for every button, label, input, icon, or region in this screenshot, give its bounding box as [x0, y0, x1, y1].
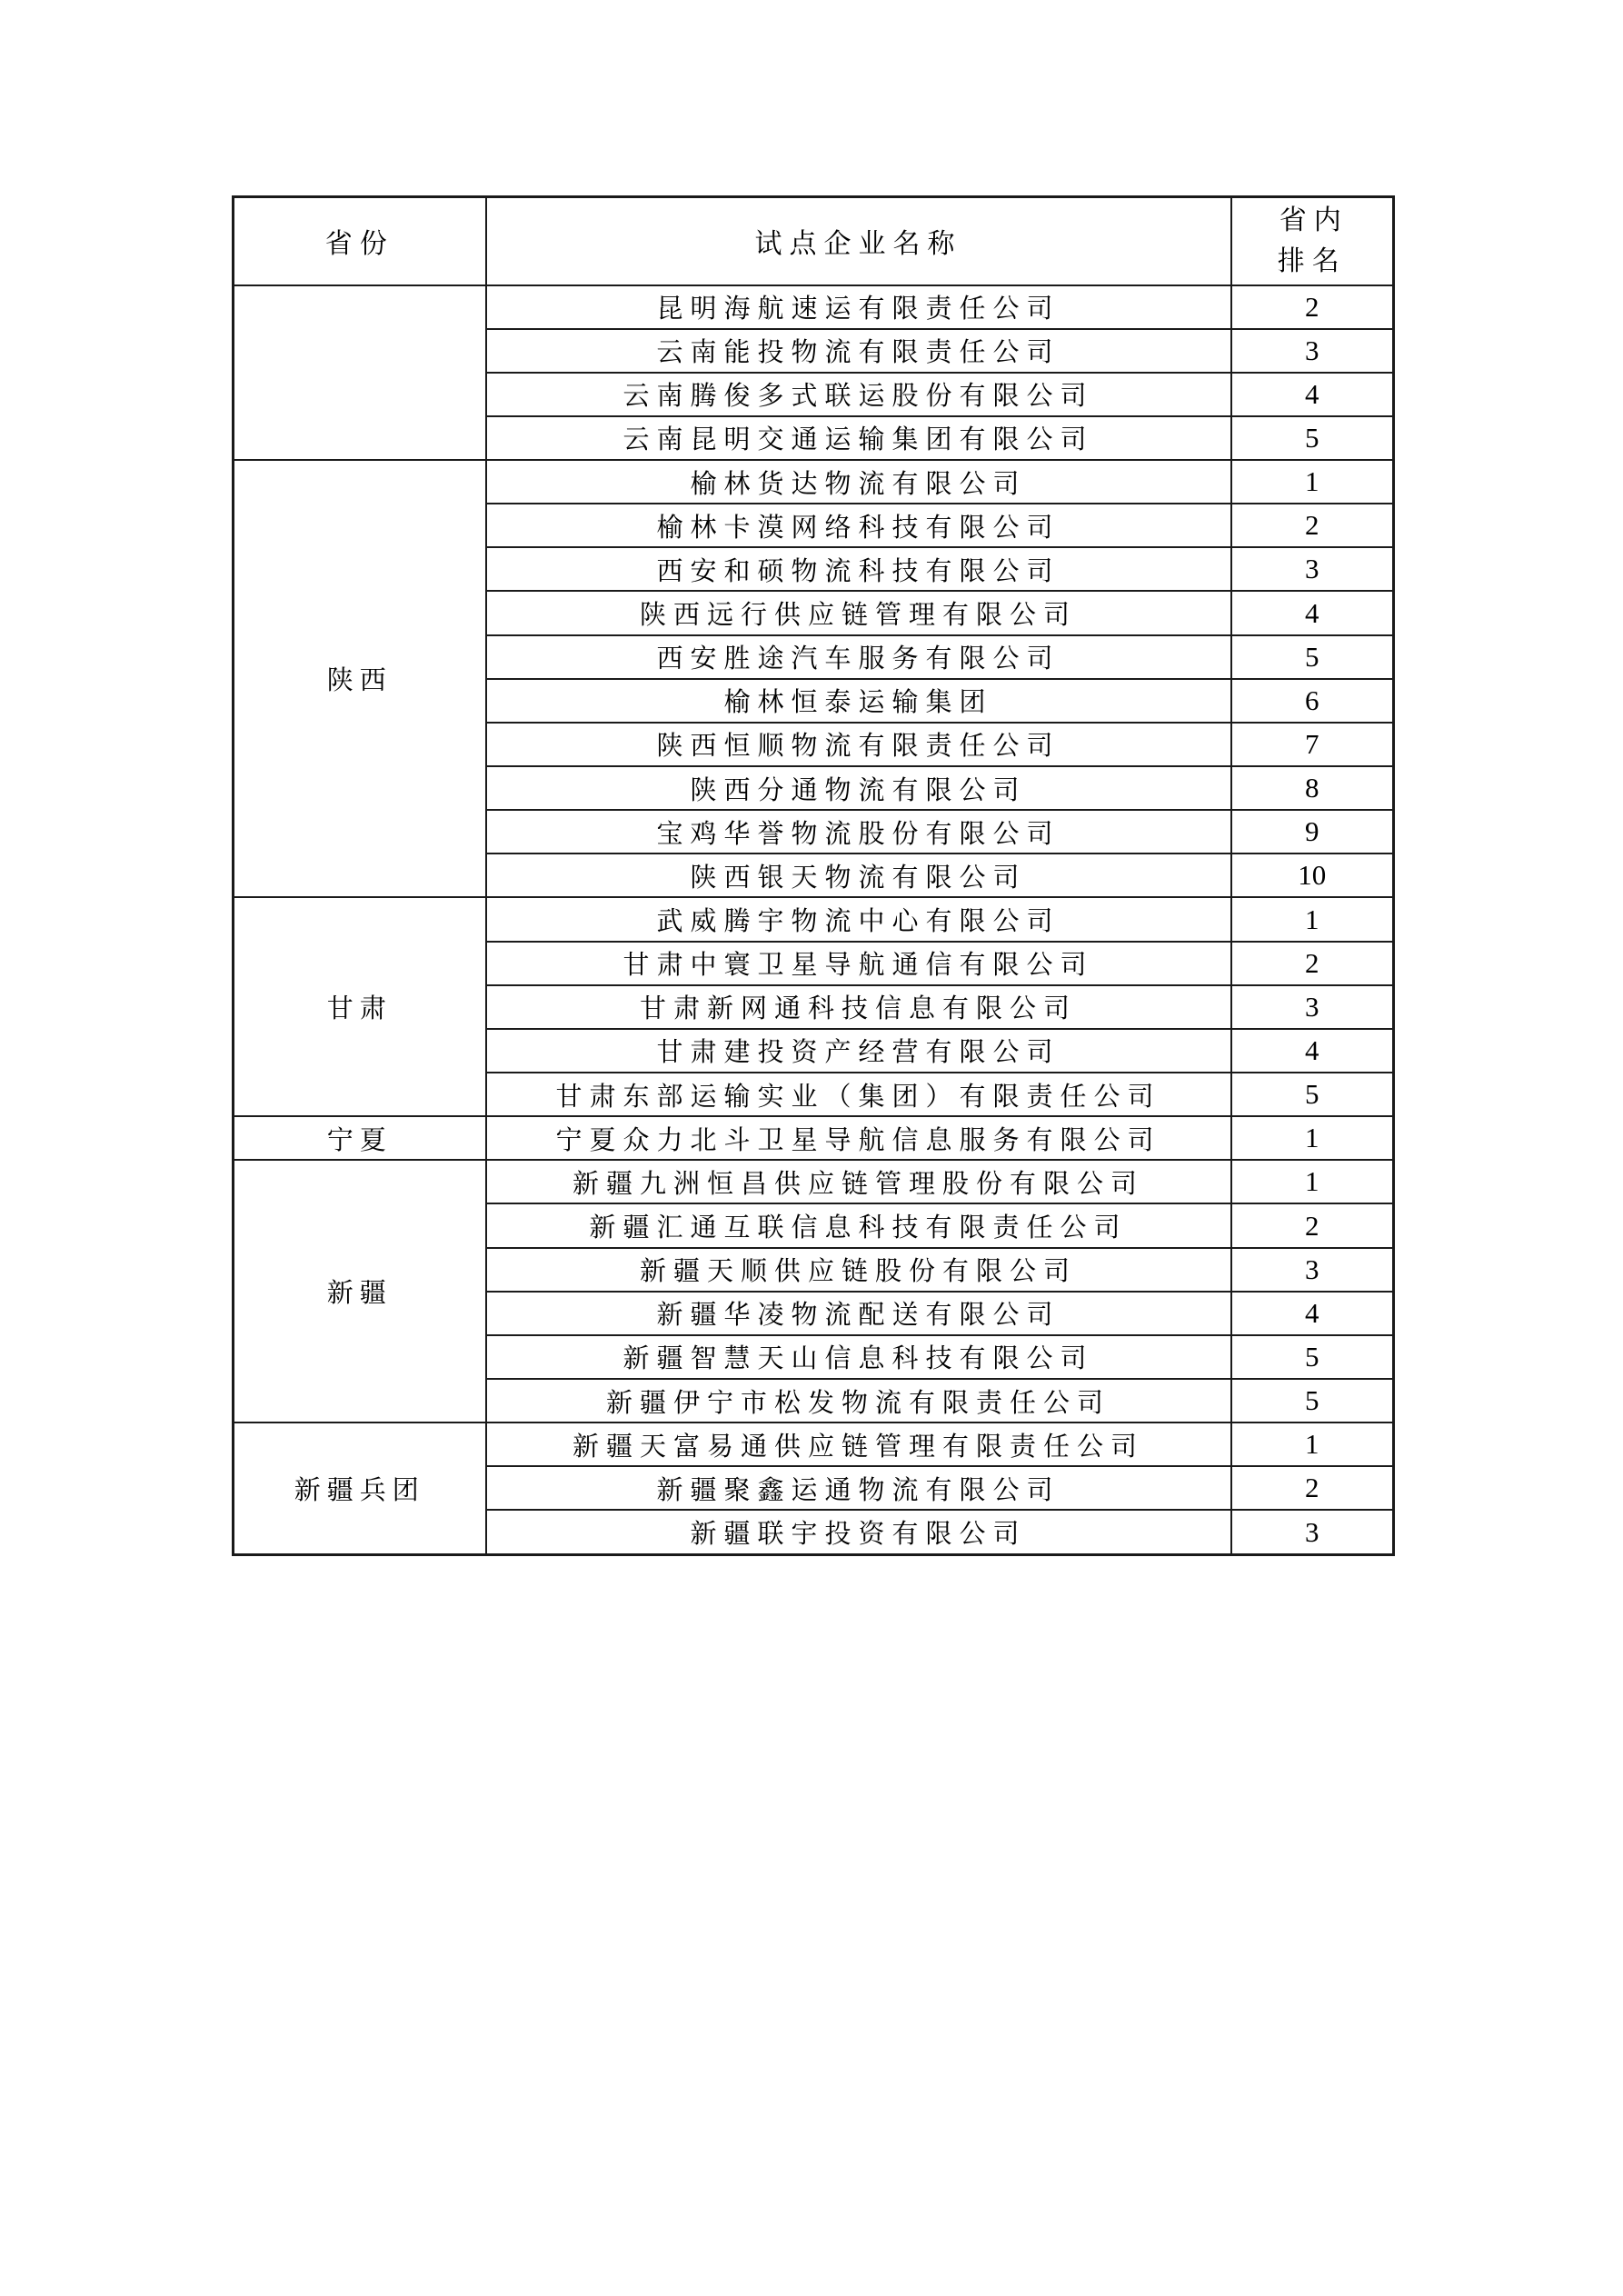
- table-header: [234, 197, 1394, 285]
- table-row: [234, 897, 1394, 941]
- table-row: [234, 1423, 1394, 1466]
- company-cell: 甘肃中寰卫星导航通信有限公司: [486, 942, 1231, 985]
- company-cell: 云南昆明交通运输集团有限公司: [486, 416, 1231, 460]
- table-row: [234, 1116, 1394, 1160]
- header-rank-label: 省内排名: [1277, 205, 1349, 277]
- rank-cell: 2: [1231, 504, 1394, 547]
- rank-cell: 7: [1231, 723, 1394, 766]
- rank-cell: 5: [1231, 1073, 1394, 1116]
- table-row: [234, 285, 1394, 329]
- rank-cell: 3: [1231, 329, 1394, 373]
- header-province: 省份: [234, 197, 486, 285]
- rank-cell: 5: [1231, 1379, 1394, 1423]
- rank-cell: 2: [1231, 285, 1394, 329]
- rank-cell: 5: [1231, 635, 1394, 679]
- rank-cell: 4: [1231, 1292, 1394, 1335]
- company-cell: 甘肃东部运输实业（集团）有限责任公司: [486, 1073, 1231, 1116]
- company-cell: 西安和硕物流科技有限公司: [486, 547, 1231, 591]
- company-cell: 云南能投物流有限责任公司: [486, 329, 1231, 373]
- company-cell: 陕西分通物流有限公司: [486, 766, 1231, 810]
- rank-cell: 4: [1231, 1029, 1394, 1073]
- rank-cell: 1: [1231, 1423, 1394, 1466]
- rank-cell: 2: [1231, 1203, 1394, 1247]
- province-cell: 新疆兵团: [234, 1423, 486, 1554]
- company-cell: 宝鸡华誉物流股份有限公司: [486, 810, 1231, 854]
- company-cell: 武威腾宇物流中心有限公司: [486, 897, 1231, 941]
- company-cell: 甘肃建投资产经营有限公司: [486, 1029, 1231, 1073]
- province-cell: 新疆: [234, 1160, 486, 1423]
- company-cell: 新疆联宇投资有限公司: [486, 1510, 1231, 1554]
- company-cell: 新疆华凌物流配送有限公司: [486, 1292, 1231, 1335]
- province-cell: 宁夏: [234, 1116, 486, 1160]
- province-cell: [234, 285, 486, 461]
- company-cell: 榆林货达物流有限公司: [486, 460, 1231, 504]
- rank-cell: 1: [1231, 897, 1394, 941]
- rank-cell: 3: [1231, 547, 1394, 591]
- company-cell: 榆林恒泰运输集团: [486, 679, 1231, 723]
- rank-cell: 1: [1231, 460, 1394, 504]
- company-cell: 新疆聚鑫运通物流有限公司: [486, 1466, 1231, 1510]
- table-row: [234, 460, 1394, 504]
- rank-cell: 10: [1231, 854, 1394, 897]
- rank-cell: 3: [1231, 1510, 1394, 1554]
- table-body: [234, 285, 1394, 1555]
- company-cell: 榆林卡漠网络科技有限公司: [486, 504, 1231, 547]
- company-cell: 西安胜途汽车服务有限公司: [486, 635, 1231, 679]
- province-cell: 甘肃: [234, 897, 486, 1116]
- header-company: 试点企业名称: [486, 197, 1231, 285]
- rank-cell: 2: [1231, 1466, 1394, 1510]
- rank-cell: 5: [1231, 416, 1394, 460]
- company-cell: 新疆汇通互联信息科技有限责任公司: [486, 1203, 1231, 1247]
- company-cell: 新疆天顺供应链股份有限公司: [486, 1248, 1231, 1292]
- province-cell: 陕西: [234, 460, 486, 897]
- rank-cell: 8: [1231, 766, 1394, 810]
- header-rank: [1231, 197, 1394, 285]
- rank-cell: 1: [1231, 1160, 1394, 1203]
- company-cell: 昆明海航速运有限责任公司: [486, 285, 1231, 329]
- company-cell: 云南腾俊多式联运股份有限公司: [486, 373, 1231, 416]
- company-cell: 宁夏众力北斗卫星导航信息服务有限公司: [486, 1116, 1231, 1160]
- pilot-enterprises-table: [232, 195, 1395, 1556]
- rank-cell: 6: [1231, 679, 1394, 723]
- company-cell: 陕西远行供应链管理有限公司: [486, 591, 1231, 634]
- company-cell: 新疆九洲恒昌供应链管理股份有限公司: [486, 1160, 1231, 1203]
- rank-cell: 3: [1231, 985, 1394, 1029]
- company-cell: 新疆智慧天山信息科技有限公司: [486, 1335, 1231, 1379]
- company-cell: 新疆天富易通供应链管理有限责任公司: [486, 1423, 1231, 1466]
- rank-cell: 4: [1231, 591, 1394, 634]
- rank-cell: 5: [1231, 1335, 1394, 1379]
- company-cell: 陕西恒顺物流有限责任公司: [486, 723, 1231, 766]
- rank-cell: 3: [1231, 1248, 1394, 1292]
- table-row: [234, 1160, 1394, 1203]
- rank-cell: 4: [1231, 373, 1394, 416]
- company-cell: 新疆伊宁市松发物流有限责任公司: [486, 1379, 1231, 1423]
- company-cell: 甘肃新网通科技信息有限公司: [486, 985, 1231, 1029]
- header-row: [234, 197, 1394, 285]
- rank-cell: 1: [1231, 1116, 1394, 1160]
- rank-cell: 2: [1231, 942, 1394, 985]
- rank-cell: 9: [1231, 810, 1394, 854]
- company-cell: 陕西银天物流有限公司: [486, 854, 1231, 897]
